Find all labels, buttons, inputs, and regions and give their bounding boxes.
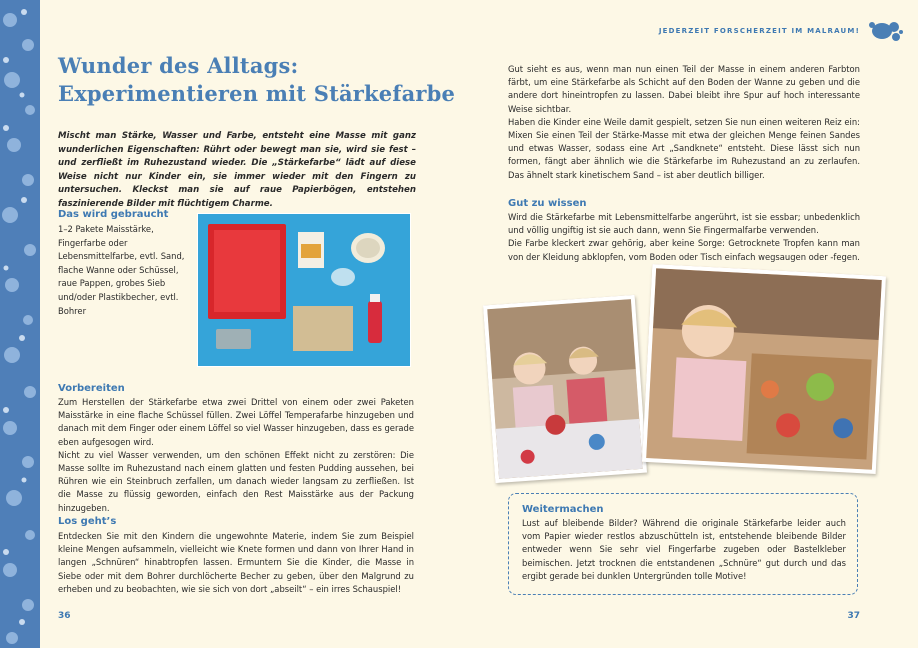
intro-paragraph: Mischt man Stärke, Wasser und Farbe, entsteht eine Masse mit ganz wunderlichen Eigenschaften: Rührt oder bewegt man sie, wird sie fest – und zerfließt im Ruhezustand wieder. Die „Stärkefarbe“ lädt auf diese Weise nicht nur Kinder ein, sie immer wieder mit den Fingern zu untersuchen. Kleckst man sie auf raue Papierbögen, entstehen faszinierende Bilder mit flüchtigem Charme. <box>58 131 416 209</box>
right-paragraph-1: Gut sieht es aus, wenn man nun einen Teil der Masse in einem anderen Farbton färbt, um eine Stärkefarbe als Schicht auf den Boden der Wanne zu geben und die andere dort hineintropfen zu lassen. Dabei bleibt ihre Spur auf hoch interessante Weise sichtbar. <box>508 64 860 114</box>
running-header: JEDERZEIT FORSCHERZEIT IM MALRAUM! <box>658 27 860 35</box>
needed-text: 1–2 Pakete Maisstärke, Fingerfarbe oder Lebensmittelfarbe, evtl. Sand, flache Wanne oder Schüssel, raue Pappen, grobes Sieb und/oder Plastikbecher, evtl. Bohrer <box>58 224 185 316</box>
continue-heading: Weitermachen <box>522 504 604 515</box>
good-to-know-paragraph-1: Wird die Stärkefarbe mit Lebensmittelfarbe angerührt, ist sie essbar; unbedenklich und völlig ungiftig ist sie auch dann, wenn Sie Fingermalfarbe verwenden. <box>508 212 860 236</box>
needed-heading: Das wird gebraucht <box>58 209 169 220</box>
lets-go-text: Entdecken Sie mit den Kindern die ungewohnte Materie, indem Sie zum Beispiel kleine Mengen aufsammeln, vielleicht wie Knete formen und dann von Ihrer Hand in langen „Schnüren“ hinabtropfen lassen. Ermuntern Sie die Kinder, die Masse in Siebe oder mit dem Bohrer durchlöcherte Becher zu geben, über den Malgrund zu erheben und zu beobachten, wie sie sich von dort „abseilt“ – ein irres Schauspiel! <box>58 531 414 594</box>
left-page <box>40 0 459 648</box>
children-photo-2 <box>642 264 886 474</box>
title-line-2: Experimentieren mit Stärkefarbe <box>58 81 456 106</box>
lets-go-heading: Los geht’s <box>58 516 117 527</box>
title-line-1: Wunder des Alltags: <box>58 53 299 78</box>
children-photo-2-illustration <box>646 268 882 470</box>
decorative-blue-strip <box>0 0 40 648</box>
page-number-right: 37 <box>847 611 860 621</box>
prepare-paragraph-1: Zum Herstellen der Stärkefarbe etwa zwei Drittel von einem oder zwei Paketen Maisstärke in eine flache Schüssel füllen. Zwei Löffel Temperafarbe hinzugeben und danach mit dem Finger oder einem Löffel so viel Wasser hinzugeben, dass es gerade eben aufgesogen wird. <box>58 397 414 447</box>
good-to-know-heading: Gut zu wissen <box>508 198 587 209</box>
continue-text: Lust auf bleibende Bilder? Während die originale Stärkefarbe leider auch vom Papier wieder restlos abzuschütteln ist, entstehende bleibende Bilder entweder wenn Sie sehr viel Fingerfarbe zugeben oder Bastelkleber beimischen. Jetzt trocknen die entstandenen „Schnüre“ gut durch und das ergibt gerade bei dunklen Untergründen tolle Motive! <box>522 518 846 581</box>
continue-box <box>508 493 858 595</box>
good-to-know-paragraph-2: Die Farbe kleckert zwar gehörig, aber keine Sorge: Getrocknete Tropfen kann man von der Kleidung abklopfen, vom Boden oder Tisch einfach wegsaugen oder -fegen. <box>508 238 860 262</box>
children-photo-1-illustration <box>487 299 643 479</box>
paint-splat-icon <box>866 18 904 44</box>
prepare-heading: Vorbereiten <box>58 383 125 394</box>
splatter-pattern-icon <box>0 0 40 648</box>
materials-photo-illustration <box>198 214 410 366</box>
right-page <box>459 0 918 648</box>
right-intro-text <box>508 63 860 182</box>
page-number-left: 36 <box>58 611 71 621</box>
right-paragraph-2: Haben die Kinder eine Weile damit gespielt, setzen Sie nun einen weiteren Reiz ein: Mixen Sie einen Teil der Stärke-Masse mit etwa der gleichen Menge feinen Sandes und etwas Wasser, sodass eine Art „Sandknete“ entsteht. Diese lässt sich nun formen, fängt aber ähnlich wie die Stärkefarbe im Ruhezustand an zu zerlaufen. Das ähnelt stark kinetischem Sand – ist aber deutlich billiger. <box>508 116 860 180</box>
prepare-text <box>58 396 414 515</box>
page-title <box>58 52 455 108</box>
children-photo-1 <box>483 295 647 483</box>
good-to-know-text <box>508 211 860 264</box>
prepare-paragraph-2: Nicht zu viel Wasser verwenden, um den schönen Effekt nicht zu zerstören: Die Masse sollte im Ruhezustand nach einem glatten und festen Pudding aussehen, bei Rühren wie ein Steinbruch zerfallen, um danach wieder langsam zu zerfließen. Ist die Masse zu flüssig geworden, einfach den Rest Maisstärke aus der Packung hinzugeben. <box>58 449 414 513</box>
materials-photo <box>197 213 411 367</box>
